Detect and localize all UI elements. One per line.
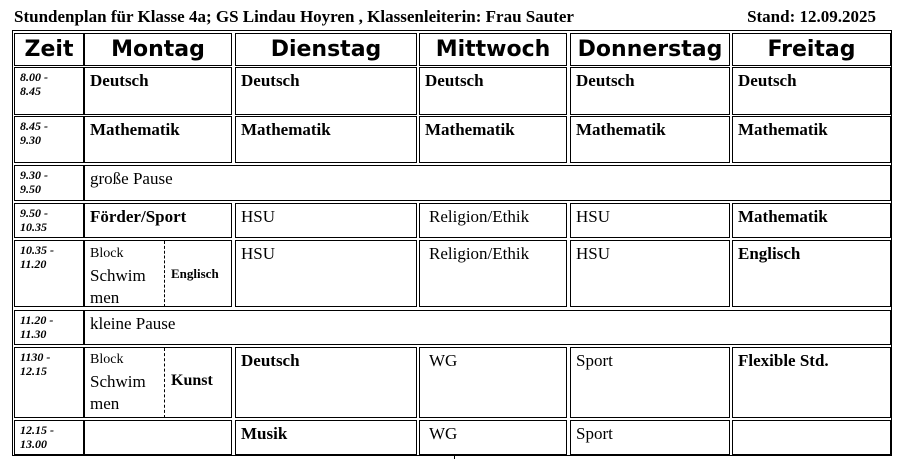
header-donnerstag: Donnerstag: [570, 33, 730, 66]
page-title: Stundenplan für Klasse 4a; GS Lindau Hoyren , Klassenleiterin: Frau Sauter: [14, 7, 574, 26]
time-cell: 1130 - 12.15: [14, 347, 84, 418]
lesson-cell: Deutsch: [235, 347, 417, 418]
time-cell: 8.00 - 8.45: [14, 67, 84, 115]
lesson-cell: Deutsch: [419, 67, 567, 115]
lesson-cell: Mathematik: [235, 116, 417, 163]
lesson-cell: Mathematik: [84, 116, 232, 163]
lesson-cell: [732, 420, 891, 455]
lesson-cell: [84, 420, 232, 455]
split-divider: [164, 348, 165, 418]
lesson-cell: HSU: [235, 240, 417, 307]
break-cell: kleine Pause: [84, 310, 891, 345]
time-cell: 10.35 - 11.20: [14, 240, 84, 307]
lesson-cell: Sport: [570, 420, 730, 455]
break-cell: große Pause: [84, 165, 891, 201]
side-subject: Kunst: [171, 372, 213, 389]
table-tick: [454, 456, 455, 459]
header-zeit: Zeit: [14, 33, 84, 66]
lesson-cell: HSU: [570, 240, 730, 307]
header-mittwoch: Mittwoch: [419, 33, 567, 66]
lesson-cell: Mathematik: [570, 116, 730, 163]
lesson-cell: Deutsch: [570, 67, 730, 115]
lesson-cell-split: [84, 347, 232, 418]
lesson-cell: Englisch: [732, 240, 891, 307]
lesson-cell: Sport: [570, 347, 730, 418]
lesson-cell: Flexible Std.: [732, 347, 891, 418]
block-swimming: Block Schwim men: [90, 352, 146, 413]
lesson-cell: Religion/Ethik: [419, 240, 567, 307]
lesson-cell-split: [84, 240, 232, 307]
lesson-cell: WG: [419, 347, 567, 418]
lesson-cell: Förder/Sport: [84, 203, 232, 238]
lesson-cell: WG: [419, 420, 567, 455]
lesson-cell: Mathematik: [732, 203, 891, 238]
header-freitag: Freitag: [732, 33, 891, 66]
time-cell: 11.20 - 11.30: [14, 310, 84, 345]
side-subject: Englisch: [171, 266, 219, 281]
header-dienstag: Dienstag: [235, 33, 417, 66]
page-header: [14, 7, 886, 29]
header-montag: Montag: [84, 33, 232, 66]
time-cell: 9.30 - 9.50: [14, 165, 84, 201]
lesson-cell: Mathematik: [732, 116, 891, 163]
lesson-cell: Deutsch: [84, 67, 232, 115]
lesson-cell: Deutsch: [235, 67, 417, 115]
block-swimming: Block Schwim men: [90, 246, 146, 307]
lesson-cell: Religion/Ethik: [419, 203, 567, 238]
lesson-cell: HSU: [570, 203, 730, 238]
time-cell: 8.45 - 9.30: [14, 116, 84, 163]
split-divider: [164, 241, 165, 307]
stand-date: Stand: 12.09.2025: [747, 7, 876, 26]
time-cell: 12.15 - 13.00: [14, 420, 84, 455]
lesson-cell: Deutsch: [732, 67, 891, 115]
lesson-cell: Mathematik: [419, 116, 567, 163]
time-cell: 9.50 - 10.35: [14, 203, 84, 238]
lesson-cell: Musik: [235, 420, 417, 455]
lesson-cell: HSU: [235, 203, 417, 238]
